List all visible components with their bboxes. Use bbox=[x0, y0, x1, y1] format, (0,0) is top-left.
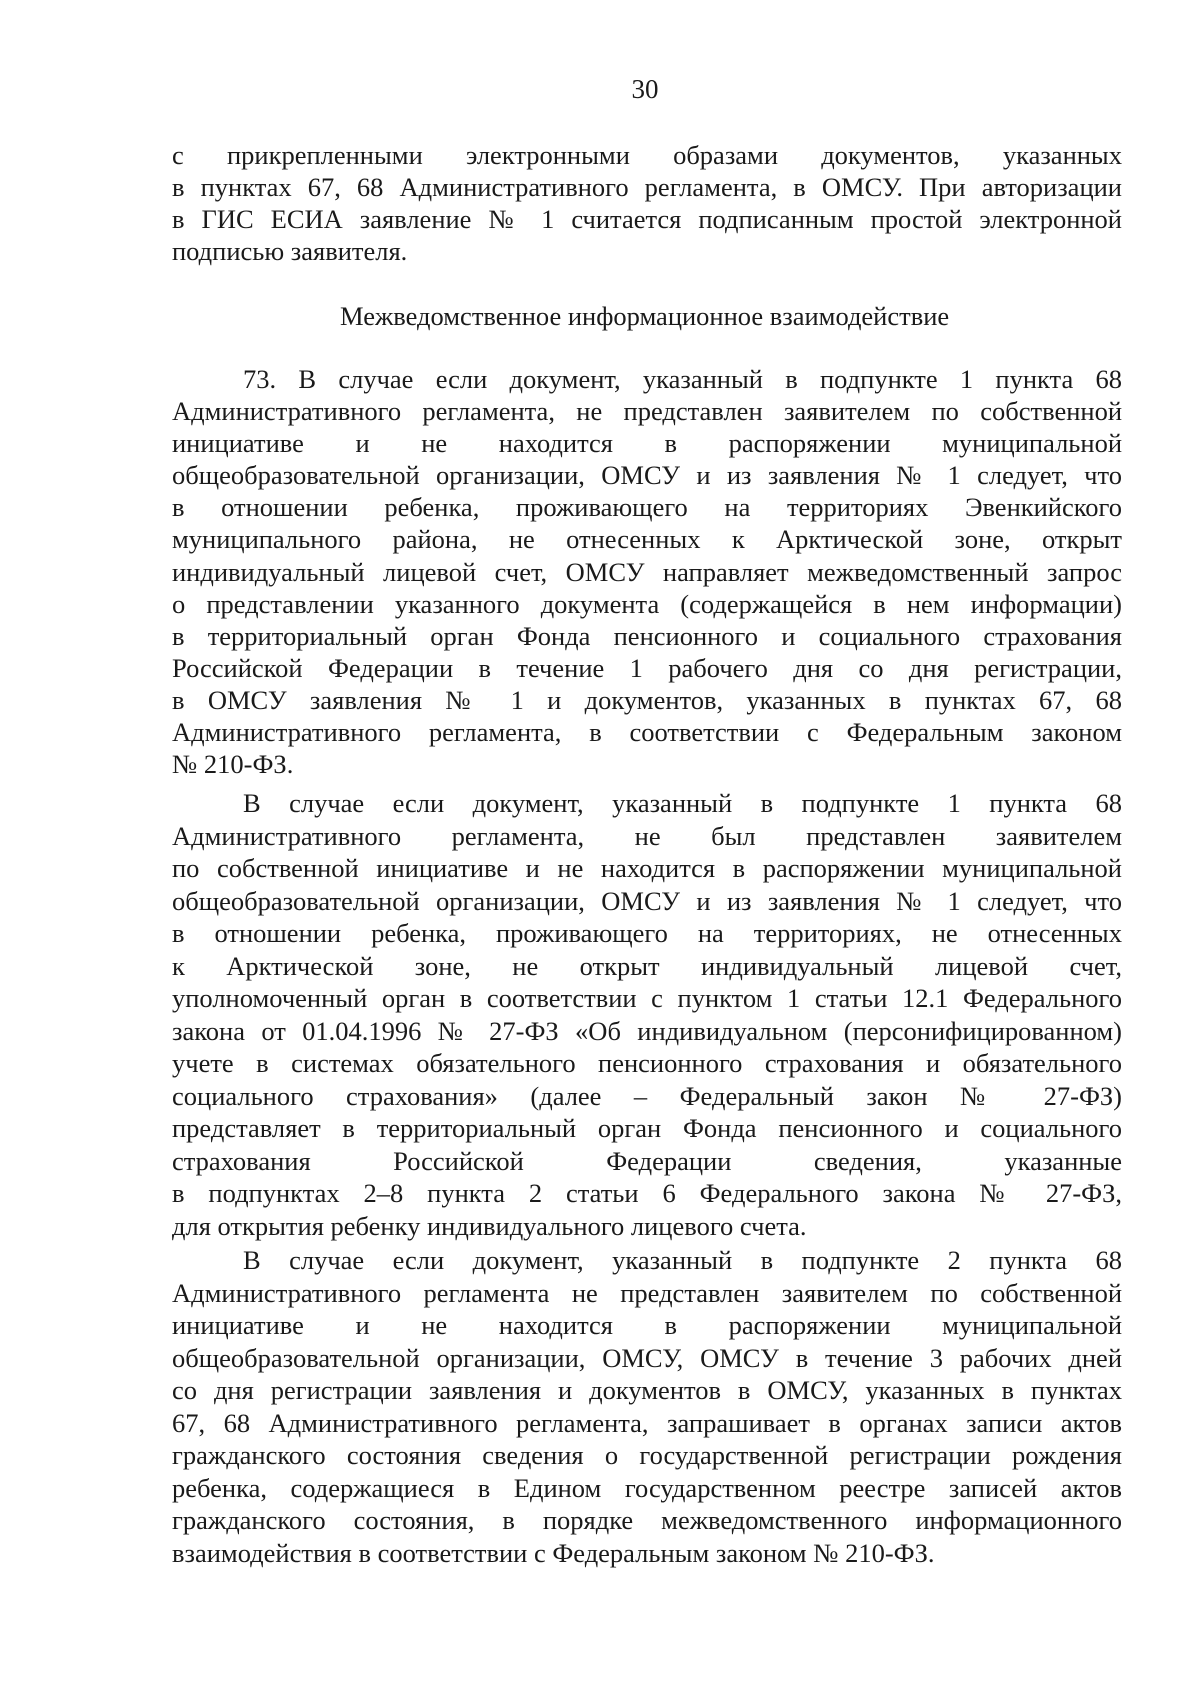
text-line: уполномоченный орган в соответствии с пунктом 1 статьи 12.1 Федерального bbox=[172, 983, 1122, 1013]
text-line: к Арктической зоне, не открыт индивидуальный лицевой счет, bbox=[172, 950, 1122, 981]
text-line: в ОМСУ заявления № 1 и документов, указанных в пунктах 67, 68 bbox=[172, 684, 1122, 715]
text-line: взаимодействия в соответствии с Федеральным законом № 210-ФЗ. bbox=[172, 1537, 935, 1568]
text-line: муниципального района, не отнесенных к Арктической зоне, открыт bbox=[172, 524, 1122, 555]
text-line: общеобразовательной организации, ОМСУ, ОМСУ в течение 3 рабочих дней bbox=[172, 1342, 1122, 1373]
text-line: страхования Российской Федерации сведения, указанные bbox=[172, 1145, 1122, 1176]
section-heading: Межведомственное информационное взаимодействие bbox=[340, 301, 950, 331]
text-line: подписью заявителя. bbox=[172, 236, 408, 267]
text-line: Административного регламента, в соответствии с Федеральным законом bbox=[172, 717, 1122, 748]
text-line: В случае если документ, указанный в подпункте 1 пункта 68 bbox=[243, 788, 1122, 818]
text-line: В случае если документ, указанный в подпункте 2 пункта 68 bbox=[243, 1245, 1122, 1275]
page-number: 30 bbox=[631, 74, 659, 104]
text-line: для открытия ребенку индивидуального лицевого счета. bbox=[172, 1210, 807, 1241]
text-line: гражданского состояния сведения о государственной регистрации рождения bbox=[172, 1440, 1122, 1470]
text-line: 67, 68 Административного регламента, запрашивает в органах записи актов bbox=[172, 1407, 1122, 1438]
text-line: со дня регистрации заявления и документов в ОМСУ, указанных в пунктах bbox=[172, 1375, 1122, 1405]
text-line: Российской Федерации в течение 1 рабочего дня со дня регистрации, bbox=[172, 652, 1122, 683]
text-line: в территориальный орган Фонда пенсионного и социального страхования bbox=[172, 620, 1122, 651]
text-line: учете в системах обязательного пенсионного страхования и обязательного bbox=[172, 1048, 1122, 1078]
paragraph-second bbox=[172, 787, 1122, 1242]
text-line: социального страхования» (далее – Федеральный закон № 27-ФЗ) bbox=[172, 1080, 1122, 1111]
text-line: закона от 01.04.1996 № 27-ФЗ «Об индивидуальном (персонифицированном) bbox=[172, 1015, 1122, 1046]
text-line: инициативе и не находится в распоряжении муниципальной bbox=[172, 428, 1122, 459]
text-line: индивидуальный лицевой счет, ОМСУ направляет межведомственный запрос bbox=[172, 556, 1122, 587]
text-line: в подпунктах 2–8 пункта 2 статьи 6 Федерального закона № 27-ФЗ, bbox=[172, 1178, 1122, 1208]
text-line: Административного регламента не представлен заявителем по собственной bbox=[172, 1277, 1122, 1308]
text-line: гражданского состояния, в порядке межведомственного информационного bbox=[172, 1505, 1122, 1535]
intro-paragraph bbox=[172, 139, 1122, 267]
text-line: по собственной инициативе и не находится в распоряжении муниципальной bbox=[172, 853, 1122, 883]
text-line: о представлении указанного документа (содержащейся в нем информации) bbox=[172, 588, 1122, 619]
text-line: в отношении ребенка, проживающего на территориях Эвенкийского bbox=[172, 492, 1122, 523]
text-line: Административного регламента, не был представлен заявителем bbox=[172, 820, 1122, 851]
text-line: в пунктах 67, 68 Административного регламента, в ОМСУ. При авторизации bbox=[172, 172, 1122, 203]
paragraph-73 bbox=[172, 363, 1122, 780]
text-line: ребенка, содержащиеся в Едином государственном реестре записей актов bbox=[172, 1472, 1122, 1503]
text-line: в ГИС ЕСИА заявление № 1 считается подписанным простой электронной bbox=[172, 204, 1122, 235]
text-line: 73. В случае если документ, указанный в подпункте 1 пункта 68 bbox=[243, 364, 1122, 394]
text-line: представляет в территориальный орган Фонда пенсионного и социального bbox=[172, 1113, 1122, 1143]
text-line: общеобразовательной организации, ОМСУ и из заявления № 1 следует, что bbox=[172, 460, 1122, 491]
paragraph-third bbox=[172, 1244, 1122, 1569]
text-line: общеобразовательной организации, ОМСУ и из заявления № 1 следует, что bbox=[172, 885, 1122, 916]
text-line: с прикрепленными электронными образами документов, указанных bbox=[172, 140, 1122, 170]
text-line: в отношении ребенка, проживающего на территориях, не отнесенных bbox=[172, 918, 1122, 948]
text-line: инициативе и не находится в распоряжении муниципальной bbox=[172, 1310, 1122, 1340]
text-line: № 210-ФЗ. bbox=[172, 749, 294, 780]
text-line: Административного регламента, не представлен заявителем по собственной bbox=[172, 396, 1122, 427]
